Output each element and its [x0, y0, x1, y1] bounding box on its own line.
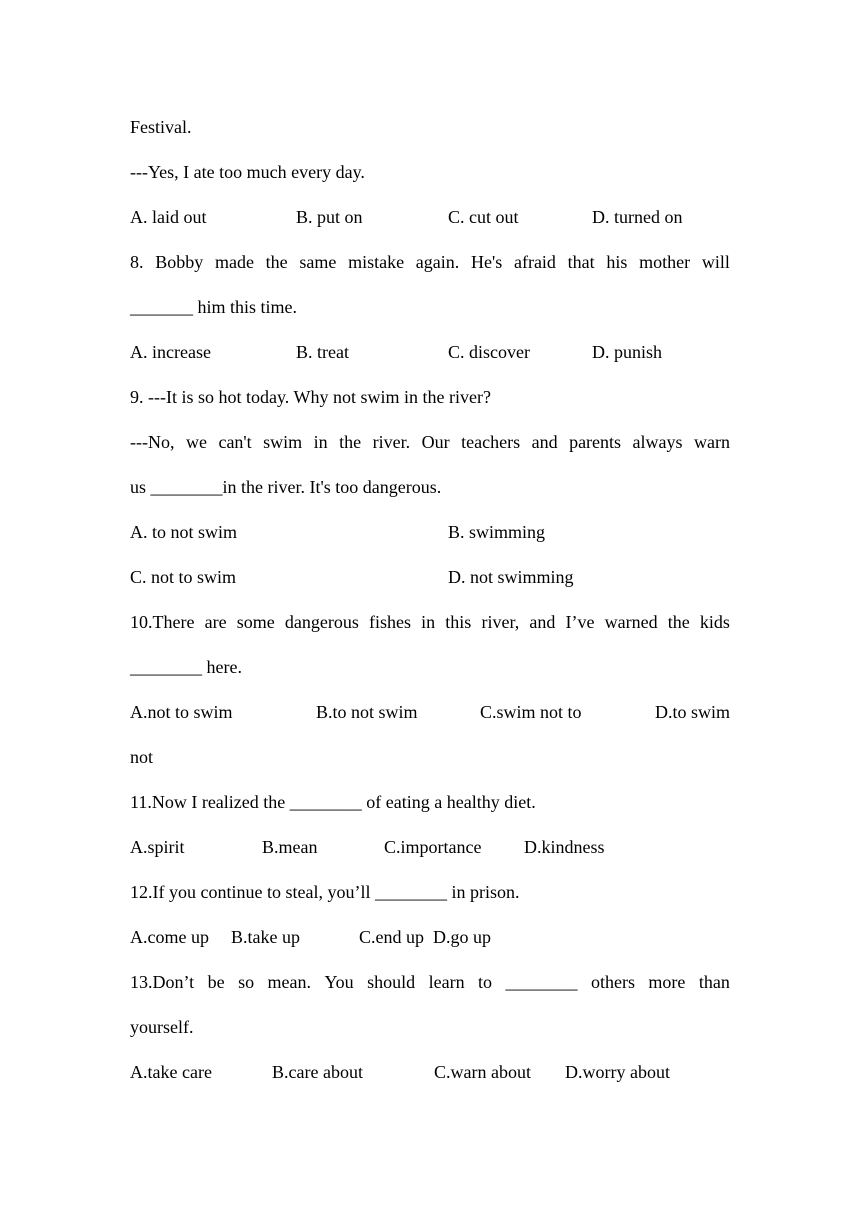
- q8-question-line-1: [130, 249, 730, 275]
- word: 8.: [130, 252, 144, 272]
- word: we: [185, 432, 207, 452]
- word: the: [339, 432, 362, 452]
- q10-option-b: B.to not swim: [316, 702, 418, 722]
- q13-question-line-1: [130, 969, 730, 995]
- q11-option-b: B.mean: [262, 837, 318, 857]
- text-line-festival: Festival.: [130, 117, 192, 137]
- q8-option-d: D. punish: [592, 342, 663, 362]
- q11-option-d: D.kindness: [524, 837, 605, 857]
- q10-option-c: C.swim not to: [480, 702, 582, 722]
- text-line-q7-answer: ---Yes, I ate too much every day.: [130, 162, 365, 182]
- word: Bobby: [155, 252, 204, 272]
- word: teachers: [461, 432, 521, 452]
- q9-options-row-1: [130, 519, 730, 545]
- word: in: [313, 432, 328, 452]
- q10-question-line-1: [130, 609, 730, 635]
- q9-option-b: B. swimming: [448, 522, 546, 542]
- word: 13.Don’t: [130, 972, 195, 992]
- q7-options: [130, 204, 730, 230]
- q8-question-line-2: _______ him this time.: [130, 297, 298, 317]
- word: mean.: [267, 972, 312, 992]
- word: made: [214, 252, 254, 272]
- word: others: [590, 972, 635, 992]
- q10-option-a: A.not to swim: [130, 702, 233, 722]
- q7-option-c: C. cut out: [448, 207, 519, 227]
- word: will: [701, 252, 730, 272]
- word: mistake: [348, 252, 405, 272]
- q11-option-a: A.spirit: [130, 837, 185, 857]
- word: 10.There: [130, 612, 195, 632]
- word: You: [324, 972, 354, 992]
- q8-option-a: A. increase: [130, 342, 211, 362]
- word: swim: [263, 432, 303, 452]
- word: the: [667, 612, 690, 632]
- word: more: [648, 972, 686, 992]
- q10-option-d-continuation: not: [130, 747, 154, 767]
- q9-question-line-3: us ________in the river. It's too dangerous.: [130, 477, 442, 497]
- q10-options: [130, 699, 730, 725]
- q12-options: [130, 924, 730, 950]
- word: kids: [699, 612, 730, 632]
- word: river,: [481, 612, 520, 632]
- q9-question-line-2: [130, 429, 730, 455]
- word: dangerous: [284, 612, 359, 632]
- word: fishes: [369, 612, 411, 632]
- word: He's: [471, 252, 503, 272]
- word: are: [204, 612, 227, 632]
- q13-option-a: A.take care: [130, 1062, 212, 1082]
- word: to: [478, 972, 493, 992]
- q10-option-d: D.to swim: [654, 702, 730, 722]
- q9-option-d: D. not swimming: [448, 567, 574, 587]
- q12-option-d: D.go up: [433, 927, 491, 947]
- word: the: [265, 252, 288, 272]
- word: and: [529, 612, 556, 632]
- q11-question: 11.Now I realized the ________ of eating a healthy diet.: [130, 792, 536, 812]
- word: I’ve: [565, 612, 595, 632]
- word: so: [238, 972, 255, 992]
- word: again.: [415, 252, 460, 272]
- q13-option-b: B.care about: [272, 1062, 363, 1082]
- q7-option-b: B. put on: [296, 207, 363, 227]
- q7-option-a: A. laid out: [130, 207, 207, 227]
- q8-options: [130, 339, 730, 365]
- word: same: [299, 252, 337, 272]
- word: than: [698, 972, 730, 992]
- q9-options-row-2: [130, 564, 730, 590]
- q8-option-b: B. treat: [296, 342, 349, 362]
- word: that: [567, 252, 595, 272]
- q12-question: 12.If you continue to steal, you’ll ________ in prison.: [130, 882, 520, 902]
- q12-option-a: A.come up: [130, 927, 209, 947]
- word: afraid: [513, 252, 556, 272]
- q9-question-line-1: 9. ---It is so hot today. Why not swim in the river?: [130, 387, 491, 407]
- word: should: [367, 972, 416, 992]
- word: can't: [218, 432, 252, 452]
- q7-option-d: D. turned on: [592, 207, 683, 227]
- q10-question-line-2: ________ here.: [130, 657, 242, 677]
- word: river.: [372, 432, 411, 452]
- word: parents: [569, 432, 622, 452]
- word: this: [445, 612, 472, 632]
- q11-option-c: C.importance: [384, 837, 482, 857]
- word: his: [606, 252, 628, 272]
- word: always: [632, 432, 683, 452]
- word: ---No,: [130, 432, 175, 452]
- word: ________: [505, 972, 578, 992]
- q9-option-a: A. to not swim: [130, 522, 238, 542]
- q12-option-c: C.end up: [359, 927, 424, 947]
- word: be: [207, 972, 225, 992]
- q13-question-line-2: yourself.: [130, 1017, 194, 1037]
- word: in: [421, 612, 436, 632]
- q12-option-b: B.take up: [231, 927, 300, 947]
- word: learn: [428, 972, 465, 992]
- q9-option-c: C. not to swim: [130, 567, 237, 587]
- word: and: [531, 432, 558, 452]
- q8-option-c: C. discover: [448, 342, 530, 362]
- q13-options: [130, 1059, 730, 1085]
- q13-option-d: D.worry about: [565, 1062, 670, 1082]
- word: Our: [421, 432, 450, 452]
- q13-option-c: C.warn about: [434, 1062, 531, 1082]
- q11-options: [130, 834, 730, 860]
- word: some: [236, 612, 275, 632]
- word: warned: [604, 612, 658, 632]
- word: mother: [639, 252, 691, 272]
- word: warn: [694, 432, 730, 452]
